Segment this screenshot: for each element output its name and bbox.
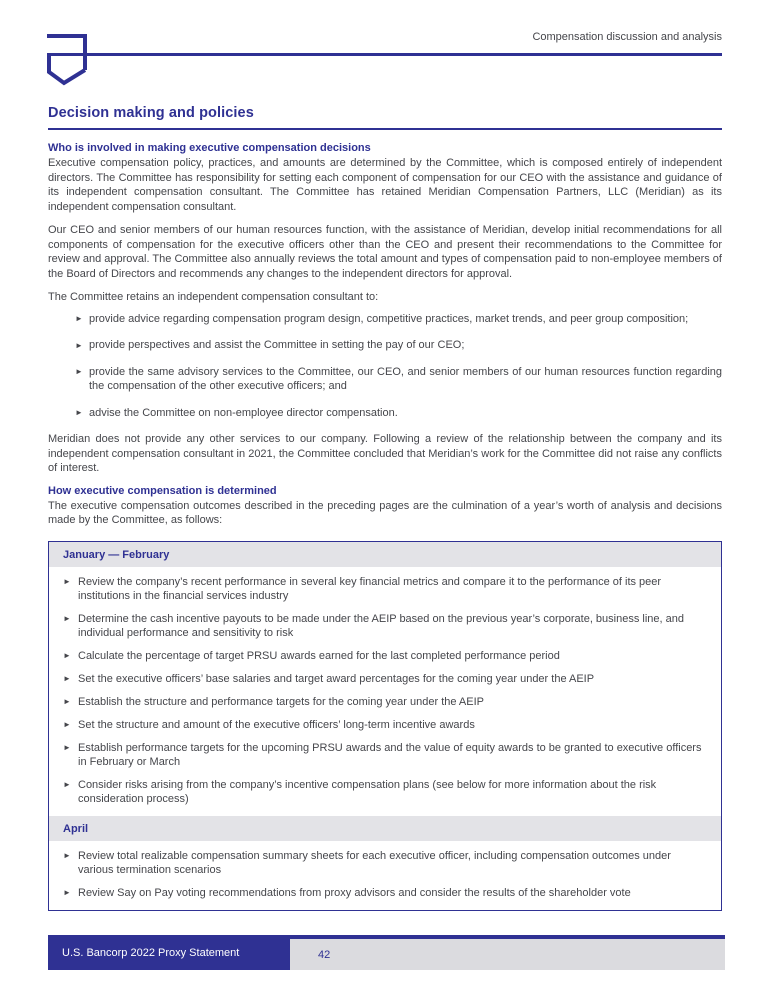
triangle-bullet-icon: ►: [63, 613, 71, 623]
page-content: [48, 97, 722, 911]
period-body: [49, 841, 721, 910]
list-item: [48, 312, 722, 327]
triangle-bullet-icon: ►: [75, 314, 83, 323]
timeline-item-text: Determine the cash incentive payouts to be made under the AEIP based on the previous year’s corporate, business line, and individual performance and sensitivity to risk: [78, 612, 684, 639]
list-item: [48, 406, 722, 421]
timeline-item-text: Establish the structure and performance targets for the coming year under the AEIP: [78, 695, 484, 708]
timeline-item: [49, 718, 709, 732]
paragraph: Our CEO and senior members of our human resources function, with the assistance of Meridian, develop initial recommendations for all components of compensation for the executive officers other than the CEO and present their recommendations to the Committee for review and approval. The Committee also annually reviews the total amount and types of compensation paid to non-employee members of the Board of Directors and recommends any changes to the independent directors for approval.: [48, 224, 722, 280]
list-item-text: provide perspectives and assist the Committee in setting the pay of our CEO;: [89, 339, 465, 351]
list-item-text: provide the same advisory services to the Committee, our CEO, and senior members of our human resources function regarding the compensation of the other executive officers; and: [89, 365, 722, 392]
timeline-item-text: Review Say on Pay voting recommendations from proxy advisors and consider the results of the shareholder vote: [78, 886, 631, 899]
header-rule: [47, 53, 722, 56]
page-footer: [48, 935, 725, 970]
consultant-duties-list: [48, 312, 722, 421]
timeline-item-text: Calculate the percentage of target PRSU awards earned for the last completed performance period: [78, 649, 560, 662]
paragraph: Executive compensation policy, practices, and amounts are determined by the Committee, which is composed entirely of independent directors. The Committee has responsibility for setting each component of compensation for our CEO with the assistance and guidance of its independent compensation consultant. The Committee has retained Meridian Compensation Partners, LLC (Meridian) as its independent compensation consultant.: [48, 157, 722, 213]
list-item-text: advise the Committee on non-employee director compensation.: [89, 406, 398, 419]
timeline-item: [49, 849, 709, 877]
period-header-april: April: [49, 816, 721, 841]
how-section-heading: How executive compensation is determined: [48, 484, 277, 497]
triangle-bullet-icon: ►: [63, 887, 71, 897]
page-number: 42: [318, 948, 331, 961]
running-header: Compensation discussion and analysis: [532, 31, 722, 43]
timeline-item: [49, 612, 709, 640]
triangle-bullet-icon: ►: [75, 367, 83, 376]
triangle-bullet-icon: ►: [63, 779, 71, 789]
paragraph: The executive compensation outcomes described in the preceding pages are the culmination of a year’s worth of analysis and decisions made by the Committee, as follows:: [48, 499, 722, 526]
triangle-bullet-icon: ►: [63, 850, 71, 860]
page-title: Decision making and policies: [48, 105, 254, 121]
triangle-bullet-icon: ►: [75, 340, 83, 350]
title-rule: [48, 128, 722, 130]
timeline-item-text: Establish performance targets for the upcoming PRSU awards and the value of equity awards to be granted to executive officers in February or March: [78, 741, 702, 768]
timeline-item: [49, 649, 709, 663]
triangle-bullet-icon: ►: [63, 742, 71, 752]
timeline-item: [49, 778, 709, 806]
triangle-bullet-icon: ►: [63, 576, 71, 586]
paragraph: Meridian does not provide any other services to our company. Following a review of the relationship between the company and its independent compensation consultant in 2021, the Committee concluded that Meridian’s work for the Committee did not raise any conflicts of interest.: [48, 433, 722, 474]
timeline-item: [49, 575, 709, 603]
us-bancorp-shield-logo-icon: [46, 25, 92, 87]
timeline-item: [49, 695, 709, 709]
footer-statement-box: U.S. Bancorp 2022 Proxy Statement: [48, 935, 290, 970]
who-section-heading: Who is involved in making executive compensation decisions: [48, 142, 371, 154]
list-item: [48, 338, 722, 353]
timeline-item-text: Set the executive officers’ base salaries and target award percentages for the coming year under the AEIP: [78, 672, 595, 685]
triangle-bullet-icon: ►: [63, 673, 71, 683]
triangle-bullet-icon: ►: [63, 719, 71, 729]
triangle-bullet-icon: ►: [63, 696, 71, 706]
list-item-text: provide advice regarding compensation program design, competitive practices, market trends, and peer group composition;: [89, 312, 689, 325]
timeline-item: [49, 886, 709, 900]
list-lead-in: The Committee retains an independent compensation consultant to:: [48, 291, 379, 303]
timeline-item-text: Review the company’s recent performance in several key financial metrics and compare it to the performance of its peer institutions in the financial services industry: [78, 575, 662, 602]
triangle-bullet-icon: ►: [75, 408, 83, 417]
period-header-january-february: January — February: [49, 542, 721, 567]
triangle-bullet-icon: ►: [63, 650, 71, 660]
annual-timeline-table: [48, 541, 722, 911]
list-item: [48, 365, 722, 394]
timeline-item-text: Review total realizable compensation summary sheets for each executive officer, including compensation outcomes under various termination scenarios: [78, 849, 671, 876]
timeline-item-text: Set the structure and amount of the executive officers’ long-term incentive awards: [78, 718, 475, 731]
period-body: [49, 567, 721, 816]
timeline-item-text: Consider risks arising from the company’s incentive compensation plans (see below for more information about the risk consideration process): [78, 778, 657, 805]
footer-page-number-box: [290, 935, 725, 970]
timeline-item: [49, 672, 709, 686]
timeline-item: [49, 741, 709, 769]
